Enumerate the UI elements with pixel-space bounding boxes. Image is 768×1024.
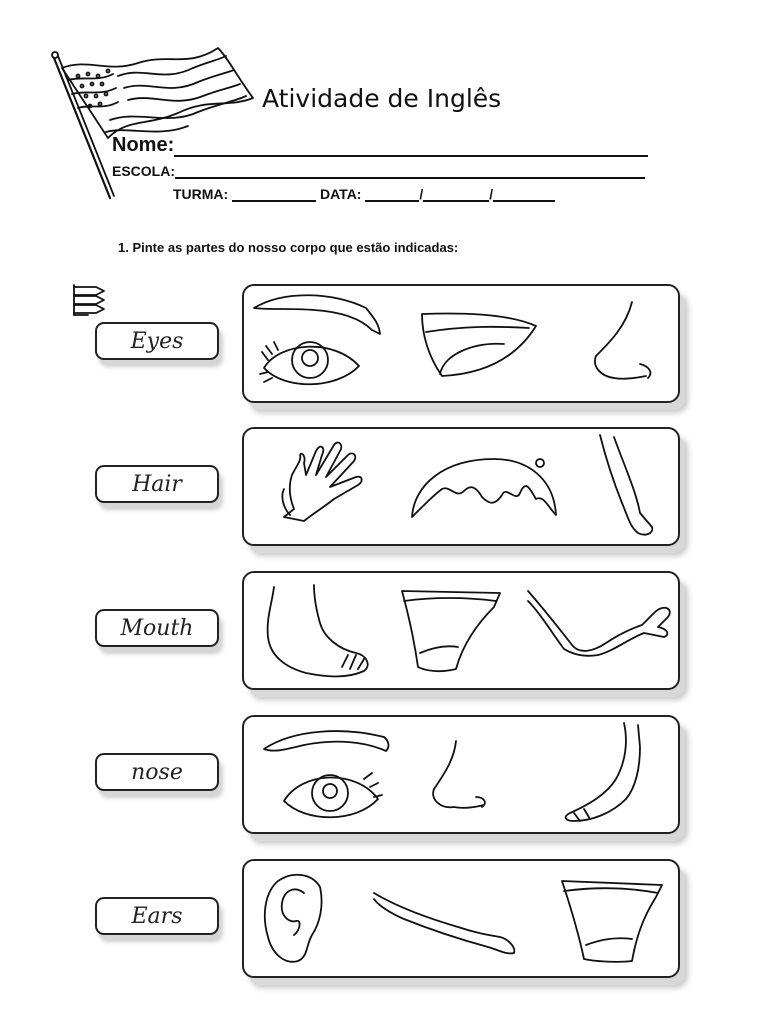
- leg-icon[interactable]: [600, 435, 652, 535]
- mouth-icon[interactable]: [402, 591, 500, 671]
- hair-icon[interactable]: [412, 459, 556, 517]
- date-separator: /: [419, 186, 424, 202]
- picture-panel-2: [242, 427, 680, 546]
- day-blank-line[interactable]: [365, 186, 419, 202]
- nose-icon[interactable]: [595, 302, 650, 379]
- word-label-nose: nose: [95, 753, 219, 791]
- year-blank-line[interactable]: [493, 186, 555, 202]
- name-label: Nome:: [112, 134, 175, 156]
- date-separator: /: [489, 186, 494, 202]
- picture-panel-3: [242, 571, 680, 690]
- page-title: Atividade de Inglês: [262, 84, 502, 113]
- word-label-mouth: Mouth: [95, 609, 219, 647]
- school-field-row: [112, 163, 645, 179]
- word-label-ears: Ears: [95, 897, 219, 935]
- instruction-text: 1. Pinte as partes do nosso corpo que estão indicadas:: [118, 240, 459, 255]
- nose-icon[interactable]: [433, 741, 485, 808]
- eye-icon[interactable]: [284, 773, 382, 817]
- class-label: TURMA:: [173, 186, 229, 202]
- name-field-row: [112, 134, 648, 157]
- foot-icon[interactable]: [268, 585, 368, 677]
- class-blank-line[interactable]: [232, 186, 316, 202]
- crayons-icon: [72, 283, 108, 317]
- eyebrow-icon[interactable]: [254, 295, 380, 334]
- word-label-eyes: Eyes: [95, 322, 219, 360]
- arm-icon[interactable]: [374, 893, 514, 953]
- school-label: ESCOLA:: [112, 163, 175, 179]
- flag-icon: [48, 38, 258, 208]
- picture-panel-5: [242, 859, 680, 978]
- date-label: DATA:: [320, 186, 362, 202]
- hand-icon[interactable]: [282, 443, 361, 521]
- name-blank-line[interactable]: [174, 135, 648, 157]
- mouth-icon[interactable]: [562, 881, 662, 962]
- class-date-row: [173, 186, 555, 202]
- arm-icon[interactable]: [528, 591, 670, 656]
- picture-panel-1: [242, 284, 680, 403]
- foot-icon[interactable]: [566, 723, 640, 821]
- eyebrow-icon[interactable]: [264, 731, 388, 751]
- school-blank-line[interactable]: [175, 163, 645, 179]
- picture-panel-4: [242, 715, 680, 834]
- word-label-hair: Hair: [95, 465, 219, 503]
- eye-icon[interactable]: [260, 342, 359, 384]
- ear-icon[interactable]: [265, 875, 322, 962]
- month-blank-line[interactable]: [423, 186, 489, 202]
- mouth-icon[interactable]: [422, 314, 536, 377]
